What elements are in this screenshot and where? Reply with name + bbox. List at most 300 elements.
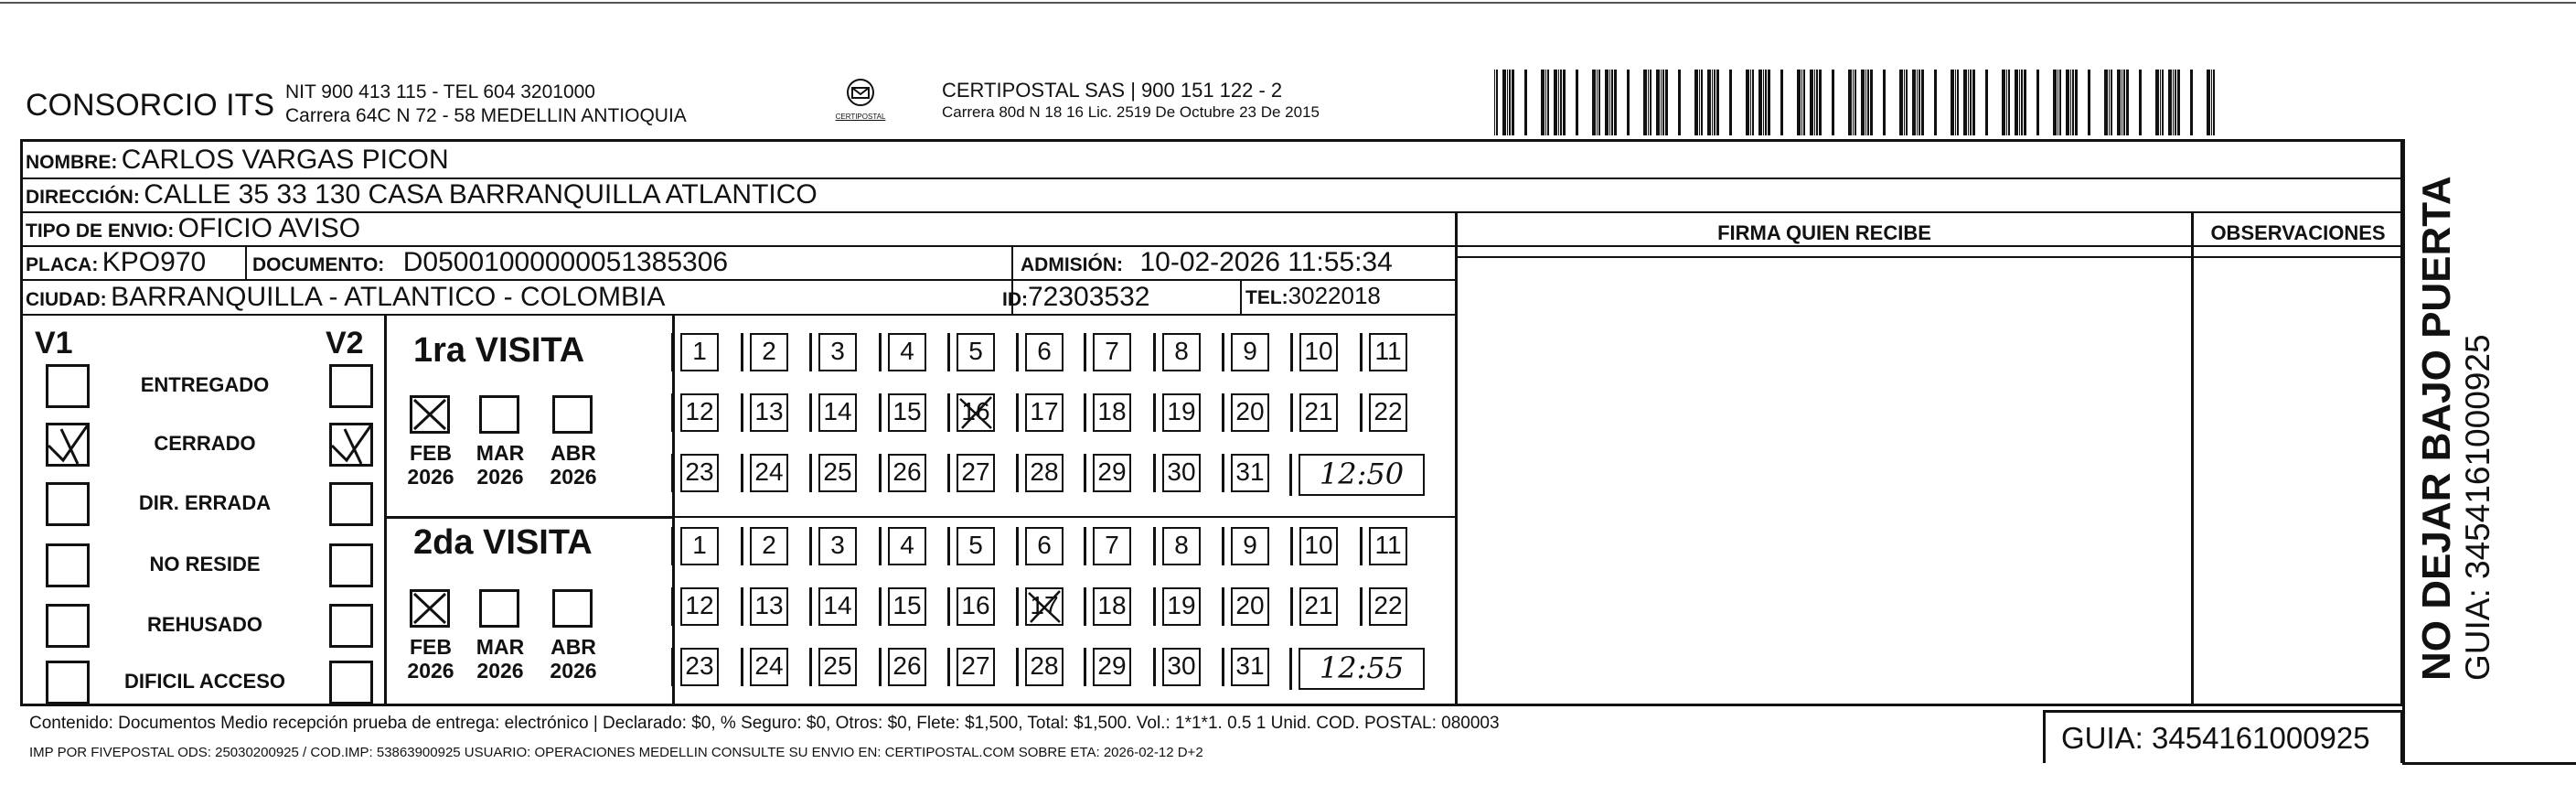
barcode-bar (1865, 70, 1866, 135)
day-box-edge (1360, 527, 1363, 565)
tipo-row (26, 213, 360, 244)
day-box-edge (1084, 393, 1086, 432)
day-box-edge (1016, 587, 1019, 626)
barcode-bar (1597, 70, 1598, 135)
day-box-edge (1153, 648, 1156, 686)
barcode-bar (2059, 70, 2061, 135)
day-box-edge (1084, 454, 1086, 492)
barcode-bar (2190, 70, 2193, 135)
day-box-edge (1016, 527, 1019, 565)
barcode-bar (2006, 70, 2007, 135)
day-box-edge (947, 393, 950, 432)
day-box-edge (1153, 454, 1156, 492)
observaciones-area[interactable] (2194, 258, 2402, 704)
barcode-bar (1558, 70, 1559, 135)
barcode-bar (1955, 70, 1956, 135)
tipo-label: TIPO DE ENVIO: (26, 220, 175, 242)
barcode-bar (2160, 70, 2161, 135)
day-box-edge (1360, 587, 1363, 626)
day-box[interactable]: 10 (1299, 527, 1338, 565)
barcode-bar (1545, 70, 1546, 135)
top-edge-line (0, 2, 2576, 4)
barcode-bar (2109, 70, 2110, 135)
day-box[interactable]: 7 (1093, 333, 1131, 371)
day-box[interactable]: 15 (888, 393, 926, 432)
barcode-bar (2075, 70, 2078, 135)
status-option-label: DIFICIL ACCESO (123, 670, 285, 693)
barcode-bar (1576, 70, 1578, 135)
day-box-edge (1084, 527, 1086, 565)
nombre-label: NOMBRE: (26, 152, 118, 173)
day-box[interactable]: 5 (957, 527, 995, 565)
day-box-edge (1016, 454, 1019, 492)
day-box[interactable]: 20 (1231, 393, 1269, 432)
barcode-bar (1780, 70, 1783, 135)
v2-checkbox[interactable] (329, 543, 373, 587)
month-checkbox[interactable] (552, 395, 593, 434)
day-box[interactable]: 26 (888, 648, 926, 686)
day-box[interactable]: 3 (818, 333, 857, 371)
barcode-bar (2066, 70, 2069, 135)
day-box[interactable]: 4 (888, 333, 926, 371)
day-box-edge (671, 648, 674, 686)
day-box-edge (1360, 333, 1363, 371)
barcode-bar (1494, 70, 1495, 135)
day-box-edge (947, 333, 950, 371)
day-cross-mark-icon (1023, 586, 1065, 628)
day-box-edge (809, 454, 812, 492)
barcode-bar (1797, 70, 1801, 135)
day-box[interactable]: 28 (1025, 454, 1064, 492)
day-box-edge (671, 527, 674, 565)
day-box[interactable]: 10 (1299, 333, 1338, 371)
day-box[interactable]: 11 (1369, 333, 1407, 371)
month-year: 2026 (407, 465, 454, 489)
month-year: 2026 (476, 465, 524, 489)
nombre-row (26, 145, 449, 176)
barcode-bar (1661, 70, 1662, 135)
barcode-bar (2211, 70, 2212, 135)
documento-row (252, 247, 728, 278)
visit2-title: 2da VISITA (413, 523, 593, 562)
day-box-edge (1222, 648, 1224, 686)
visit1-title: 1ra VISITA (413, 331, 585, 370)
v1-checkbox[interactable] (46, 661, 90, 704)
footer-contenido: Contenido: Documentos Medio recepción prueba de entrega: electrónico | Declarado: $0, % Seguro: $0, Otros: $0, Flete: $1,500, Total: $1,500. Vol.: 1*1*1. 0.5 1 Unid. COD. POSTAL: 080003 (29, 714, 1500, 733)
company-line-2: Carrera 64C N 72 - 58 MEDELLIN ANTIOQUIA (285, 105, 687, 126)
tel-label: TEL: (1245, 287, 1288, 308)
month-checkbox[interactable] (479, 589, 519, 628)
month-label (540, 441, 607, 489)
day-box[interactable]: 13 (750, 393, 788, 432)
barcode-bar (2021, 70, 2023, 135)
ciudad-label: CIUDAD: (26, 289, 107, 310)
barcode-bar (1951, 70, 1954, 135)
day-box[interactable]: 12 (680, 393, 719, 432)
month-year: 2026 (550, 465, 597, 489)
day-box[interactable]: 23 (680, 454, 719, 492)
day-box-edge (947, 527, 950, 565)
day-box[interactable]: 5 (957, 333, 995, 371)
barcode-bar (1627, 70, 1630, 135)
barcode-bar (2104, 70, 2108, 135)
barcode-bar (2088, 70, 2090, 135)
day-box-edge (1290, 333, 1293, 371)
day-box-edge (1153, 587, 1156, 626)
day-box[interactable]: 8 (1162, 527, 1201, 565)
barcode-bar (1904, 70, 1905, 135)
day-box[interactable]: 3 (818, 527, 857, 565)
carrier-info (942, 79, 1320, 123)
day-box[interactable]: 28 (1025, 648, 1064, 686)
barcode-bar (2175, 70, 2176, 135)
day-box[interactable]: 13 (750, 587, 788, 626)
tipo-value: OFICIO AVISO (177, 213, 361, 243)
direccion-label: DIRECCIÓN: (26, 187, 140, 208)
day-box-edge (1016, 393, 1019, 432)
day-box-edge (671, 393, 674, 432)
day-box[interactable]: 27 (957, 454, 995, 492)
day-box-edge (741, 648, 743, 686)
day-box-edge (1084, 587, 1086, 626)
barcode-bar (1919, 70, 1920, 135)
barcode (1491, 70, 2222, 135)
day-box-edge (1360, 393, 1363, 432)
logo-text: CERTIPOSTAL (835, 113, 886, 121)
day-box[interactable]: 25 (818, 454, 857, 492)
day-box-edge (879, 527, 882, 565)
day-box[interactable]: 6 (1025, 333, 1064, 371)
barcode-bar (1609, 70, 1610, 135)
barcode-bar (1810, 70, 1813, 135)
barcode-bar (1502, 70, 1506, 135)
v2-label: V2 (326, 326, 364, 360)
day-box[interactable]: 18 (1093, 393, 1131, 432)
month-label (397, 441, 465, 489)
barcode-bar (1714, 70, 1716, 135)
barcode-bar (1707, 70, 1711, 135)
time-box-edge (1289, 648, 1292, 690)
barcode-bar (1560, 70, 1562, 135)
day-box[interactable]: 4 (888, 527, 926, 565)
v1-checkbox[interactable] (46, 543, 90, 587)
day-box[interactable]: 20 (1231, 587, 1269, 626)
day-box-edge (1153, 393, 1156, 432)
barcode-bar (2036, 70, 2039, 135)
side-guia: GUIA: 3454161000925 (2459, 334, 2496, 681)
day-box-edge (1153, 527, 1156, 565)
barcode-bar (2177, 70, 2180, 135)
v2-checkbox[interactable] (329, 604, 373, 648)
x-mark-icon (412, 398, 447, 431)
day-box-edge (1222, 587, 1224, 626)
barcode-bar (1614, 70, 1617, 135)
day-box[interactable]: 24 (750, 648, 788, 686)
barcode-bar (1512, 70, 1514, 135)
barcode-bar (2162, 70, 2164, 135)
month-checkbox[interactable] (552, 589, 593, 628)
day-box-edge (1290, 527, 1293, 565)
barcode-bar (1816, 70, 1818, 135)
day-box-edge (1222, 527, 1224, 565)
placa-label: PLACA: (26, 254, 99, 275)
barcode-bar (1496, 70, 1498, 135)
barcode-bar (1758, 70, 1762, 135)
day-box[interactable]: 16 (957, 393, 995, 432)
envelope-logo-icon (842, 77, 879, 110)
day-box[interactable]: 15 (888, 587, 926, 626)
row-line-5 (20, 314, 1456, 316)
barcode-bar (1963, 70, 1967, 135)
day-box[interactable]: 21 (1299, 393, 1338, 432)
placa-value: KPO970 (102, 247, 207, 277)
barcode-bar (1554, 70, 1557, 135)
day-box[interactable]: 29 (1093, 648, 1131, 686)
carrier-line-2: Carrera 80d N 18 16 Lic. 2519 De Octubre 23 De 2015 (942, 103, 1320, 121)
row-line-2 (20, 211, 2403, 213)
barcode-bar (1921, 70, 1924, 135)
visit-separator-left (386, 516, 675, 519)
day-box[interactable]: 29 (1093, 454, 1131, 492)
barcode-bar (1968, 70, 1969, 135)
barcode-bar (2126, 70, 2129, 135)
barcode-bar (1665, 70, 1668, 135)
barcode-bar (1883, 70, 1886, 135)
day-box-edge (1222, 333, 1224, 371)
visit-time-box[interactable]: 12:50 (1299, 454, 1425, 496)
day-box-edge (1084, 648, 1086, 686)
day-box-edge (947, 587, 950, 626)
day-box[interactable]: 1 (680, 527, 719, 565)
admision-value: 10-02-2026 11:55:34 (1139, 247, 1393, 277)
barcode-bar (1917, 70, 1918, 135)
barcode-bar (2008, 70, 2010, 135)
side-panel-bottom (2402, 762, 2576, 765)
day-box[interactable]: 19 (1162, 587, 1201, 626)
day-box[interactable]: 30 (1162, 454, 1201, 492)
day-box[interactable]: 21 (1299, 587, 1338, 626)
admision-label: ADMISIÓN: (1021, 254, 1123, 275)
visit-time-box[interactable]: 12:55 (1299, 648, 1425, 690)
day-box[interactable]: 22 (1369, 393, 1407, 432)
company-line-1: NIT 900 413 115 - TEL 604 3201000 (285, 81, 595, 102)
v2-checkbox[interactable] (329, 661, 373, 704)
barcode-bar (2117, 70, 2121, 135)
barcode-bar (1746, 70, 1749, 135)
month-year: 2026 (550, 659, 597, 683)
month-checkbox[interactable] (410, 395, 450, 434)
direccion-row (26, 179, 818, 210)
barcode-bar (1678, 70, 1681, 135)
v2-checkbox[interactable] (329, 482, 373, 526)
barcode-bar (2015, 70, 2018, 135)
day-box[interactable]: 23 (680, 648, 719, 686)
day-box-edge (741, 587, 743, 626)
day-box[interactable]: 17 (1025, 393, 1064, 432)
day-box-edge (947, 454, 950, 492)
admision-row (1021, 247, 1393, 278)
barcode-bar (1870, 70, 1873, 135)
day-box[interactable]: 9 (1231, 333, 1269, 371)
barcode-bar (2213, 70, 2215, 135)
v1-checkbox[interactable] (46, 364, 90, 408)
status-option-label: NO RESIDE (149, 553, 261, 575)
day-box[interactable]: 31 (1231, 454, 1269, 492)
day-box-edge (947, 648, 950, 686)
signature-area[interactable] (1458, 258, 2191, 704)
day-box[interactable]: 25 (818, 648, 857, 686)
month-year: 2026 (476, 659, 524, 683)
barcode-bar (1763, 70, 1764, 135)
day-box-edge (809, 648, 812, 686)
id-value: 72303532 (1028, 282, 1150, 312)
barcode-bar (1765, 70, 1767, 135)
time-box-edge (1289, 454, 1292, 496)
barcode-bar (1814, 70, 1815, 135)
direccion-value: CALLE 35 33 130 CASA BARRANQUILLA ATLANTICO (144, 179, 818, 210)
month-name: FEB (410, 441, 452, 465)
day-box[interactable]: 24 (750, 454, 788, 492)
barcode-bar (1957, 70, 1959, 135)
day-box[interactable]: 18 (1093, 587, 1131, 626)
day-box[interactable]: 6 (1025, 527, 1064, 565)
placa-row (26, 247, 206, 278)
barcode-bar (1970, 70, 1972, 135)
day-box-edge (1290, 587, 1293, 626)
barcode-bar (1729, 70, 1732, 135)
day-box[interactable]: 27 (957, 648, 995, 686)
day-box[interactable]: 30 (1162, 648, 1201, 686)
barcode-bar (2111, 70, 2112, 135)
v1-checkbox[interactable] (46, 423, 90, 467)
observaciones-header: OBSERVACIONES (2210, 221, 2386, 244)
check-mark-icon (41, 418, 96, 473)
carrier-line-1: CERTIPOSTAL SAS | 900 151 122 - 2 (942, 79, 1283, 102)
v1-checkbox[interactable] (46, 604, 90, 648)
barcode-bar (1750, 70, 1751, 135)
day-box[interactable]: 17 (1025, 587, 1064, 626)
company-info (285, 81, 687, 128)
barcode-bar (1701, 70, 1703, 135)
firma-header: FIRMA QUIEN RECIBE (1717, 221, 1931, 244)
day-box-edge (879, 333, 882, 371)
certipostal-logo (821, 77, 900, 128)
barcode-bar (1611, 70, 1613, 135)
day-box-edge (879, 648, 882, 686)
day-box[interactable]: 31 (1231, 648, 1269, 686)
day-box[interactable]: 14 (818, 393, 857, 432)
day-box[interactable]: 2 (750, 527, 788, 565)
status-option-label: REHUSADO (147, 613, 262, 636)
day-box[interactable]: 11 (1369, 527, 1407, 565)
footer-guia: GUIA: 3454161000925 (2061, 721, 2370, 755)
v2-checkbox[interactable] (329, 364, 373, 408)
day-box-edge (741, 527, 743, 565)
day-box[interactable]: 12 (680, 587, 719, 626)
barcode-bar (1752, 70, 1754, 135)
day-box[interactable]: 14 (818, 587, 857, 626)
day-box[interactable]: 9 (1231, 527, 1269, 565)
day-box-edge (741, 454, 743, 492)
barcode-bar (1972, 70, 1975, 135)
barcode-bar (1853, 70, 1854, 135)
day-box[interactable]: 2 (750, 333, 788, 371)
day-box[interactable]: 19 (1162, 393, 1201, 432)
barcode-bar (1906, 70, 1908, 135)
day-box-edge (1290, 393, 1293, 432)
tel-value: 3022018 (1288, 282, 1381, 309)
barcode-bar (1598, 70, 1600, 135)
month-checkbox[interactable] (479, 395, 519, 434)
barcode-bar (1832, 70, 1834, 135)
barcode-bar (2155, 70, 2159, 135)
day-box-edge (1084, 333, 1086, 371)
month-name: MAR (476, 635, 525, 659)
check-mark-icon (325, 418, 379, 473)
day-box[interactable]: 26 (888, 454, 926, 492)
month-label (397, 635, 465, 683)
day-box-edge (741, 333, 743, 371)
barcode-bar (1801, 70, 1802, 135)
day-box[interactable]: 22 (1369, 587, 1407, 626)
nombre-value: CARLOS VARGAS PICON (121, 145, 449, 175)
barcode-bar (1541, 70, 1545, 135)
barcode-bar (1650, 70, 1651, 135)
barcode-bar (2024, 70, 2026, 135)
barcode-bar (1563, 70, 1566, 135)
side-warning: NO DEJAR BAJO PUERTA (2414, 176, 2459, 681)
day-box[interactable]: 1 (680, 333, 719, 371)
barcode-bar (1855, 70, 1856, 135)
day-box[interactable]: 16 (957, 587, 995, 626)
barcode-bar (2019, 70, 2020, 135)
day-box-edge (879, 454, 882, 492)
barcode-bar (1547, 70, 1549, 135)
month-checkbox[interactable] (410, 589, 450, 628)
barcode-bar (1699, 70, 1700, 135)
barcode-bar (1768, 70, 1770, 135)
visit-separator-right (674, 516, 1457, 518)
barcode-bar (1605, 70, 1609, 135)
day-box[interactable]: 8 (1162, 333, 1201, 371)
row-line-3b (1456, 245, 2403, 247)
tel-row (1245, 282, 1381, 310)
day-box-edge (809, 333, 812, 371)
month-label (466, 441, 534, 489)
day-box-edge (809, 587, 812, 626)
barcode-bar (1643, 70, 1647, 135)
barcode-bar (1694, 70, 1698, 135)
day-box[interactable]: 7 (1093, 527, 1131, 565)
barcode-bar (2123, 70, 2125, 135)
day-box-edge (809, 393, 812, 432)
v2-checkbox[interactable] (329, 423, 373, 467)
status-option-label: ENTREGADO (140, 373, 270, 396)
barcode-bar (2053, 70, 2057, 135)
day-box-edge (809, 527, 812, 565)
barcode-bar (2173, 70, 2174, 135)
barcode-bar (1509, 70, 1511, 135)
day-box-edge (879, 587, 882, 626)
barcode-bar (1899, 70, 1903, 135)
status-option-label: DIR. ERRADA (138, 491, 272, 514)
barcode-bar (1507, 70, 1508, 135)
barcode-bar (1861, 70, 1865, 135)
day-box-edge (741, 393, 743, 432)
month-label (466, 635, 534, 683)
v1-checkbox[interactable] (46, 482, 90, 526)
company-name: CONSORCIO ITS (26, 88, 275, 123)
